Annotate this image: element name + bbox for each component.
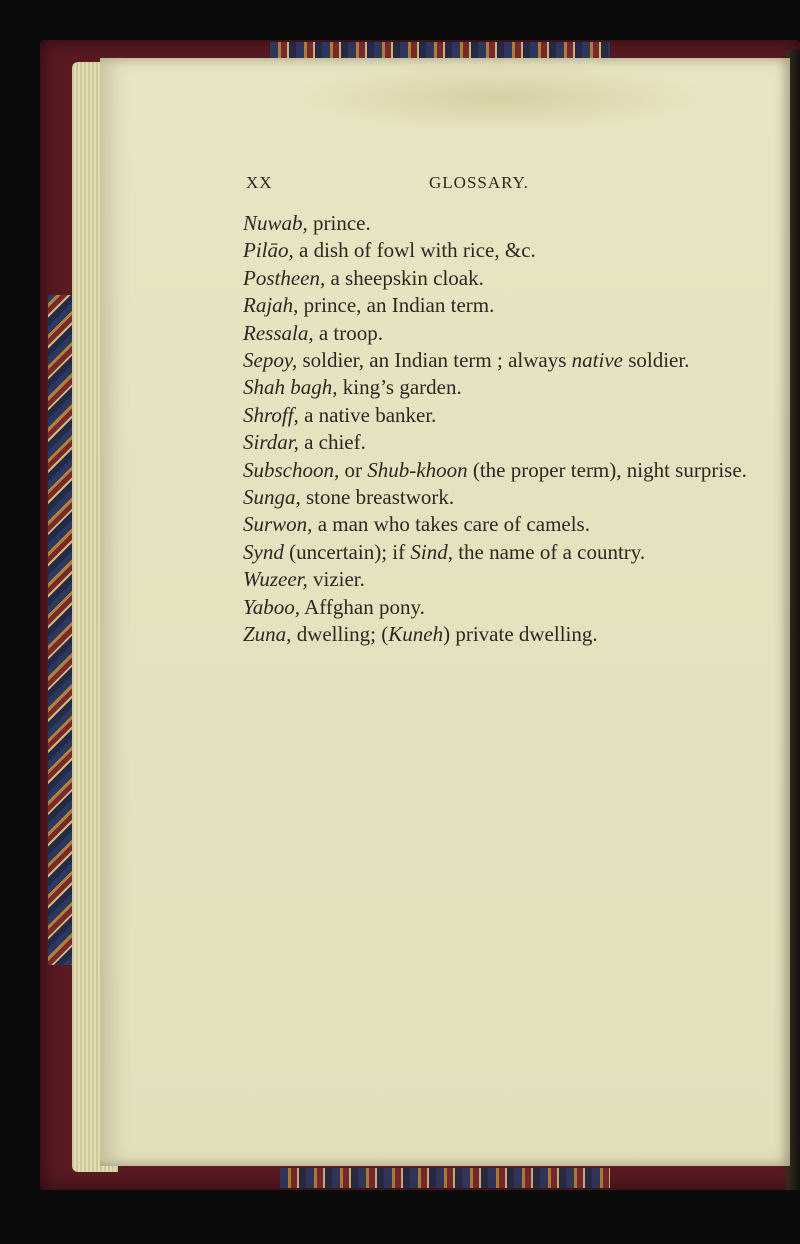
glossary-definition: vizier. xyxy=(307,567,365,592)
glossary-term-secondary: Kuneh xyxy=(388,622,444,647)
glossary-term: Synd xyxy=(243,539,284,564)
glossary-term: Rajah, xyxy=(243,293,299,318)
glossary-definition: Affghan pony. xyxy=(300,594,425,619)
glossary-definition: soldier, an Indian term ; always xyxy=(297,348,572,373)
glossary-list xyxy=(243,210,763,649)
glossary-definition: (uncertain); if xyxy=(283,539,411,564)
glossary-term: Surwon, xyxy=(243,512,313,537)
glossary-definition-continued: (the proper term), night surprise. xyxy=(467,457,747,482)
glossary-term: Wuzeer, xyxy=(243,567,308,592)
glossary-definition: a man who takes care of camels. xyxy=(312,512,590,537)
glossary-term: Subschoon, xyxy=(243,457,340,482)
glossary-definition: dwelling; ( xyxy=(291,622,389,647)
glossary-definition-continued: ) private dwelling. xyxy=(443,622,598,647)
glossary-definition-continued: the name of a country. xyxy=(452,539,646,564)
page-stain xyxy=(290,62,710,132)
glossary-entry xyxy=(243,320,763,347)
glossary-entry xyxy=(243,511,763,538)
glossary-term: Postheen, xyxy=(243,265,326,290)
glossary-entry xyxy=(243,539,763,566)
running-header xyxy=(246,173,536,197)
glossary-term: Yaboo, xyxy=(243,594,301,619)
glossary-entry xyxy=(243,457,763,484)
glossary-definition: stone breastwork. xyxy=(300,485,455,510)
page-title: GLOSSARY. xyxy=(429,173,529,192)
glossary-term-secondary: Shub-khoon xyxy=(367,457,468,482)
glossary-definition-continued: soldier. xyxy=(622,348,690,373)
glossary-entry xyxy=(243,292,763,319)
glossary-definition: or xyxy=(339,457,368,482)
glossary-term-secondary: native xyxy=(571,348,623,373)
glossary-term: Zuna, xyxy=(243,622,292,647)
glossary-entry xyxy=(243,484,763,511)
marbled-endpaper-bottom xyxy=(280,1168,610,1188)
glossary-entry xyxy=(243,347,763,374)
glossary-entry xyxy=(243,237,763,264)
glossary-term: Ressala, xyxy=(243,320,314,345)
glossary-definition: prince. xyxy=(307,211,371,235)
glossary-entry xyxy=(243,594,763,621)
glossary-definition: a troop. xyxy=(313,320,383,345)
glossary-entry xyxy=(243,210,763,237)
glossary-term: Shah bagh, xyxy=(243,375,338,400)
glossary-definition: prince, an Indian term. xyxy=(298,293,495,318)
glossary-term: Shroff, xyxy=(243,402,299,427)
glossary-definition: a native banker. xyxy=(298,402,437,427)
glossary-term: Sirdar, xyxy=(243,430,299,455)
glossary-term: Sepoy, xyxy=(243,348,298,373)
glossary-definition: king’s garden. xyxy=(337,375,462,400)
glossary-term: Sunga, xyxy=(243,485,301,510)
glossary-entry xyxy=(243,429,763,456)
glossary-entry xyxy=(243,621,763,648)
glossary-definition: a sheepskin cloak. xyxy=(325,265,484,290)
page-number: XX xyxy=(246,173,273,192)
glossary-definition: a chief. xyxy=(298,430,366,455)
glossary-term: Nuwab, xyxy=(243,211,308,235)
glossary-entry xyxy=(243,374,763,401)
glossary-entry xyxy=(243,566,763,593)
glossary-term: Pilāo, xyxy=(243,238,294,263)
glossary-entry xyxy=(243,402,763,429)
glossary-entry xyxy=(243,265,763,292)
glossary-term-secondary: Sind, xyxy=(410,539,453,564)
glossary-definition: a dish of fowl with rice, &c. xyxy=(293,238,536,263)
